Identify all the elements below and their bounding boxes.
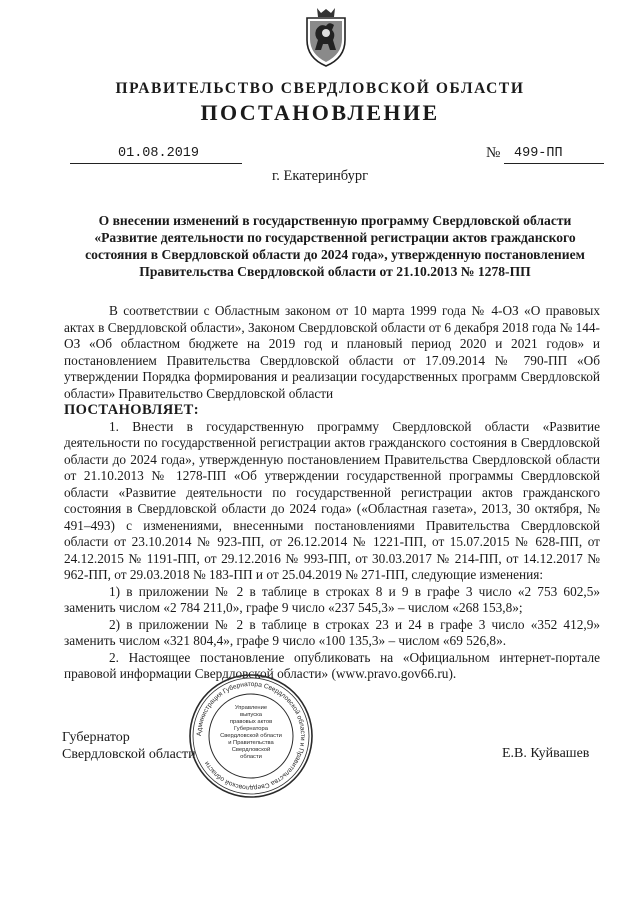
stamp-line: Свердловской области	[220, 733, 282, 739]
number-sign: №	[486, 145, 501, 161]
stamp-ring-text: Администрация Губернатора Свердловской области и Правительства Свердловской области	[195, 680, 307, 792]
document-date: 01.08.2019	[118, 146, 200, 161]
stamp-line: правовых актов	[229, 719, 273, 725]
coat-of-arms-icon	[303, 6, 349, 68]
document-title: О внесении изменений в государственную программу Свердловской области «Развитие деятельности по государственной регистрации актов гражданского состояния в Свердловской области до 2024 года», утвержденную постановлением Правительства Свердловской области от 21.10.2013 № 1278-ПП	[85, 213, 585, 279]
signer-role-line-1: Губернатор	[62, 730, 130, 745]
stamp-line: выпуска	[239, 712, 263, 718]
signer-role-line-2: Свердловской области	[62, 747, 196, 762]
stamp-line: и Правительства	[228, 740, 274, 746]
subclause-2-paragraph: 2) в приложении № 2 в таблице в строках 23 и 24 в графе 3 число «352 412,9» заменить числом «321 804,4», графе 9 число «100 135,3» – числом «69 526,8».	[64, 616, 600, 648]
signer-role	[62, 729, 196, 763]
document-body	[64, 303, 600, 683]
stamp-line: области	[240, 754, 262, 760]
stamp-line: Губернатора	[234, 726, 268, 732]
decree-word: ПОСТАНОВЛЯЕТ:	[64, 402, 199, 418]
document-type: ПОСТАНОВЛЕНИЕ	[200, 100, 440, 125]
clause-2-paragraph: 2. Настоящее постановление опубликовать на «Официальном интернет-портале правовой информации Свердловской области» (www.pravo.gov66.ru).	[64, 649, 600, 681]
document-city: г. Екатеринбург	[271, 168, 369, 184]
stamp-line: Свердловской	[231, 747, 271, 753]
clause-1-paragraph: 1. Внести в государственную программу Свердловской области «Развитие деятельности по государственной регистрации актов гражданского состояния в Свердловской области до 2024 года», утвержденную постановлением Правительства Свердловской области от 21.10.2013 № 1278-ПП «Об утверждении государственной программы Свердловской области «Развитие деятельности по государственной регистрации актов гражданского состояния в Свердловской области до 2024 года» («Областная газета», 2013, 30 октября, № 491–493) с изменениями, внесенными постановлениями Правительства Свердловской области от 23.10.2014 № 923-ПП, от 26.12.2014 № 1221-ПП, от 15.07.2015 № 628-ПП, от 24.12.2015 № 1191-ПП, от 29.12.2016 № 993-ПП, от 30.03.2017 № 214-ПП, от 14.12.2017 № 962-ПП, от 29.03.2018 № 183-ПП и от 25.04.2019 № 271-ПП, следующие изменения:	[64, 418, 600, 582]
preamble-paragraph: В соответствии с Областным законом от 10 марта 1999 года № 4-ОЗ «О правовых актах в Свердловской области», Законом Свердловской области от 6 декабря 2018 года № 144-ОЗ «Об областном бюджете на 2019 год и плановый период 2020 и 2021 годов» и постановлением Правительства Свердловской области от 17.09.2014 № 790-ПП «Об утверждении Порядка формирования и реализации государственных программ Свердловской области» Правительство Свердловской области	[64, 303, 600, 401]
date-underline	[70, 163, 242, 164]
official-stamp-icon	[188, 673, 314, 799]
government-name: ПРАВИТЕЛЬСТВО СВЕРДЛОВСКОЙ ОБЛАСТИ	[115, 80, 525, 97]
signer-name: Е.В. Куйвашев	[502, 746, 590, 761]
document-number: 499-ПП	[514, 146, 563, 161]
number-underline	[504, 163, 604, 164]
subclause-1-paragraph: 1) в приложении № 2 в таблице в строках 8 и 9 в графе 3 число «2 753 602,5» заменить числом «2 784 211,0», графе 9 число «237 545,3» – числом «268 153,8»;	[64, 583, 600, 615]
stamp-line: Управление	[234, 705, 268, 711]
